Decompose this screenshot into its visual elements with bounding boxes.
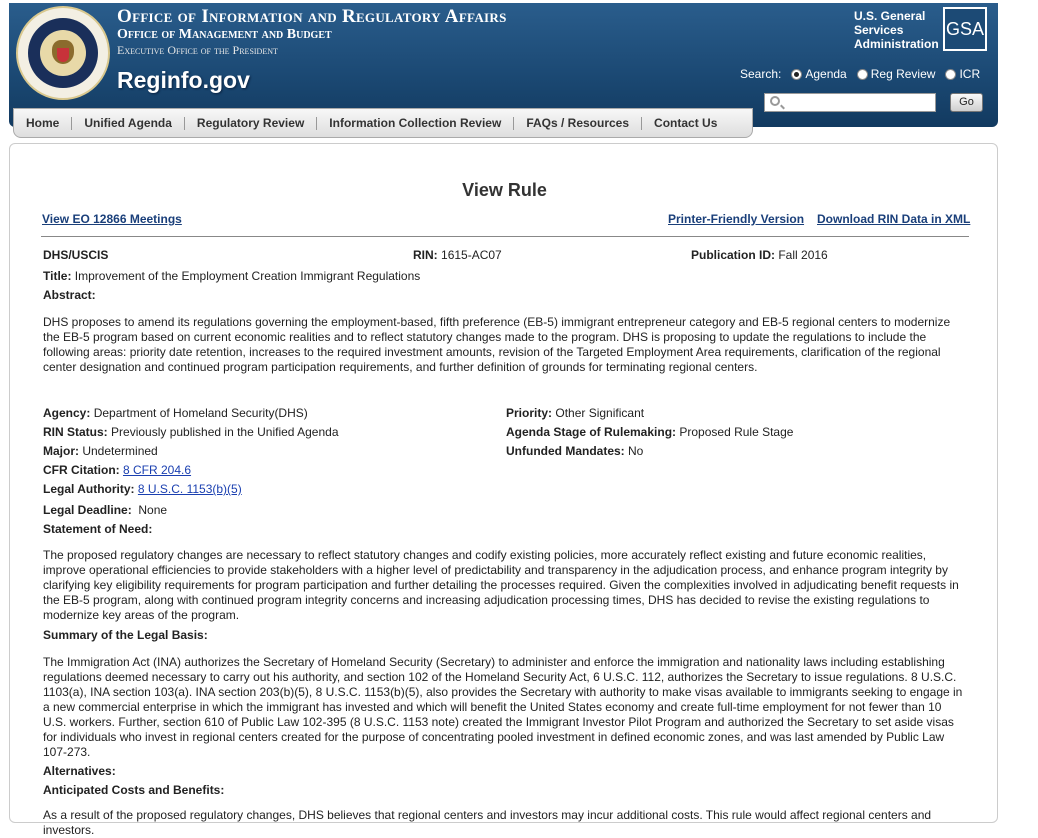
alternatives-label: Alternatives: — [43, 764, 116, 778]
abstract-label: Abstract: — [43, 288, 96, 302]
rin-field: RIN: 1615-AC07 — [413, 248, 502, 262]
priority-field: Priority: Other Significant — [506, 406, 645, 420]
nav-unified-agenda[interactable]: Unified Agenda — [72, 117, 185, 130]
publication-id-field: Publication ID: Fall 2016 — [691, 248, 828, 262]
header-title-eop: Executive Office of the President — [117, 43, 278, 57]
presidential-seal-icon — [16, 6, 110, 100]
costs-benefits-text: As a result of the proposed regulatory changes, DHS believes that regional centers and investors may incur additional costs. This rule would affect regional centers and investors. — [43, 808, 932, 837]
nav-information-collection-review[interactable]: Information Collection Review — [317, 117, 514, 130]
radio-reg-review[interactable] — [857, 69, 868, 80]
gsa-text: U.S. General Services Administration — [854, 9, 939, 51]
divider — [41, 236, 969, 237]
radio-icr-label: ICR — [959, 67, 981, 81]
nav-faqs-resources[interactable]: FAQs / Resources — [514, 117, 642, 130]
legal-authority-link[interactable]: 8 U.S.C. 1153(b)(5) — [137, 482, 242, 496]
radio-icr[interactable] — [945, 69, 956, 80]
content-panel — [9, 143, 998, 837]
gsa-logo-icon[interactable]: GSA — [943, 7, 987, 51]
agency-code: DHS/USCIS — [43, 248, 109, 262]
legal-basis-text: The Immigration Act (INA) authorizes the Secretary of Homeland Security (Secretary) to administer and enforce the immigration and nationality laws including establishing regulations deemed necessary to carry out his authority, and section 102 of the Homeland Security Act, 6 U.S.C. 112, authorizes the Secretary to issue regulations. 8 U.S.C. 1103(a), INA section 103(a). INA section 203(b)(5), 8 U.S.C. 1153(b)(5), also provides the Secretary with authority to make visas available to immigrants seeking to engage in a new commercial enterprise in which the immigrant has invested and which will benefit the United States economy and create full-time employment for not fewer than 10 U.S. workers. Further, section 610 of Public Law 102-395 (8 U.S.C. 1153 note) created the Immigrant Investor Pilot Program and authorized the Secretary to set aside visas for individuals who invest in regional centers created for the purpose of concentrating pooled investment in defined economic zones, and was last amended by Public Law 107-273. — [43, 655, 963, 759]
unfunded-mandates-field: Unfunded Mandates: No — [506, 444, 644, 458]
search-input[interactable] — [764, 93, 936, 112]
printer-friendly-link[interactable]: Printer-Friendly Version — [668, 212, 805, 226]
statement-of-need-label: Statement of Need: — [43, 522, 153, 536]
title-field: Title: Improvement of the Employment Creation Immigrant Regulations — [43, 269, 421, 283]
search-scope — [740, 67, 980, 81]
cfr-citation-field: CFR Citation: 8 CFR 204.6 — [43, 463, 192, 477]
page-title: View Rule — [462, 180, 547, 200]
main-nav — [13, 108, 753, 138]
radio-agenda[interactable] — [791, 69, 802, 80]
radio-reg-review-label: Reg Review — [870, 67, 936, 81]
costs-benefits-label: Anticipated Costs and Benefits: — [43, 783, 225, 797]
nav-regulatory-review[interactable]: Regulatory Review — [185, 117, 317, 130]
header-title-omb: Office of Management and Budget — [117, 27, 332, 42]
statement-of-need-text: The proposed regulatory changes are necessary to reflect statutory changes and codify existing policies, more accurately reflect existing and future economic realities, improve operational efficiencies to provide stakeholders with a higher level of predictability and transparency in the adjudication process, and enhance program integrity by clarifying key eligibility requirements for program participation and further detailing the processes required. Given the complexities involved in adjudicating benefit requests in the EB-5 program, along with continued program integrity concerns and increasing adjudication processing times, DHS has decided to revise the existing regulations to modernize key areas of the program. — [43, 548, 959, 622]
radio-agenda-label: Agenda — [805, 67, 847, 81]
cfr-citation-link[interactable]: 8 CFR 204.6 — [123, 463, 192, 477]
eo-meetings-link[interactable]: View EO 12866 Meetings — [42, 212, 182, 226]
rin-status-field: RIN Status: Previously published in the Unified Agenda — [43, 425, 339, 439]
abstract-text: DHS proposes to amend its regulations governing the employment-based, fifth preference (EB-5) immigrant entrepreneur category and EB-5 regional centers to modernize the EB-5 program based on current economic realities and to reflect statutory changes made to the program. DHS is proposing to update the regulations to include the following areas: priority date retention, increases to the required investment amounts, revision of the Targeted Employment Area requirements, clarification of the regional center designation and continued program participation requirements, and further definition of grounds for terminating regional centers. — [43, 315, 951, 374]
legal-basis-label: Summary of the Legal Basis: — [43, 628, 208, 642]
header-title-oira: Office of Information and Regulatory Affairs — [117, 6, 507, 27]
legal-authority-field: Legal Authority: 8 U.S.C. 1153(b)(5) — [43, 482, 242, 496]
agenda-stage-field: Agenda Stage of Rulemaking: Proposed Rule Stage — [506, 425, 794, 439]
legal-deadline-field: Legal Deadline: None — [43, 503, 168, 517]
agency-field: Agency: Department of Homeland Security(DHS) — [43, 406, 308, 420]
nav-contact-us[interactable]: Contact Us — [654, 115, 718, 130]
search-icon — [770, 96, 780, 106]
search-label: Search: — [740, 67, 782, 81]
nav-home[interactable]: Home — [14, 117, 72, 130]
download-xml-link[interactable]: Download RIN Data in XML — [817, 212, 971, 226]
major-field: Major: Undetermined — [43, 444, 158, 458]
go-button[interactable]: Go — [950, 93, 983, 112]
site-logo-text[interactable]: Reginfo.gov — [117, 67, 250, 93]
